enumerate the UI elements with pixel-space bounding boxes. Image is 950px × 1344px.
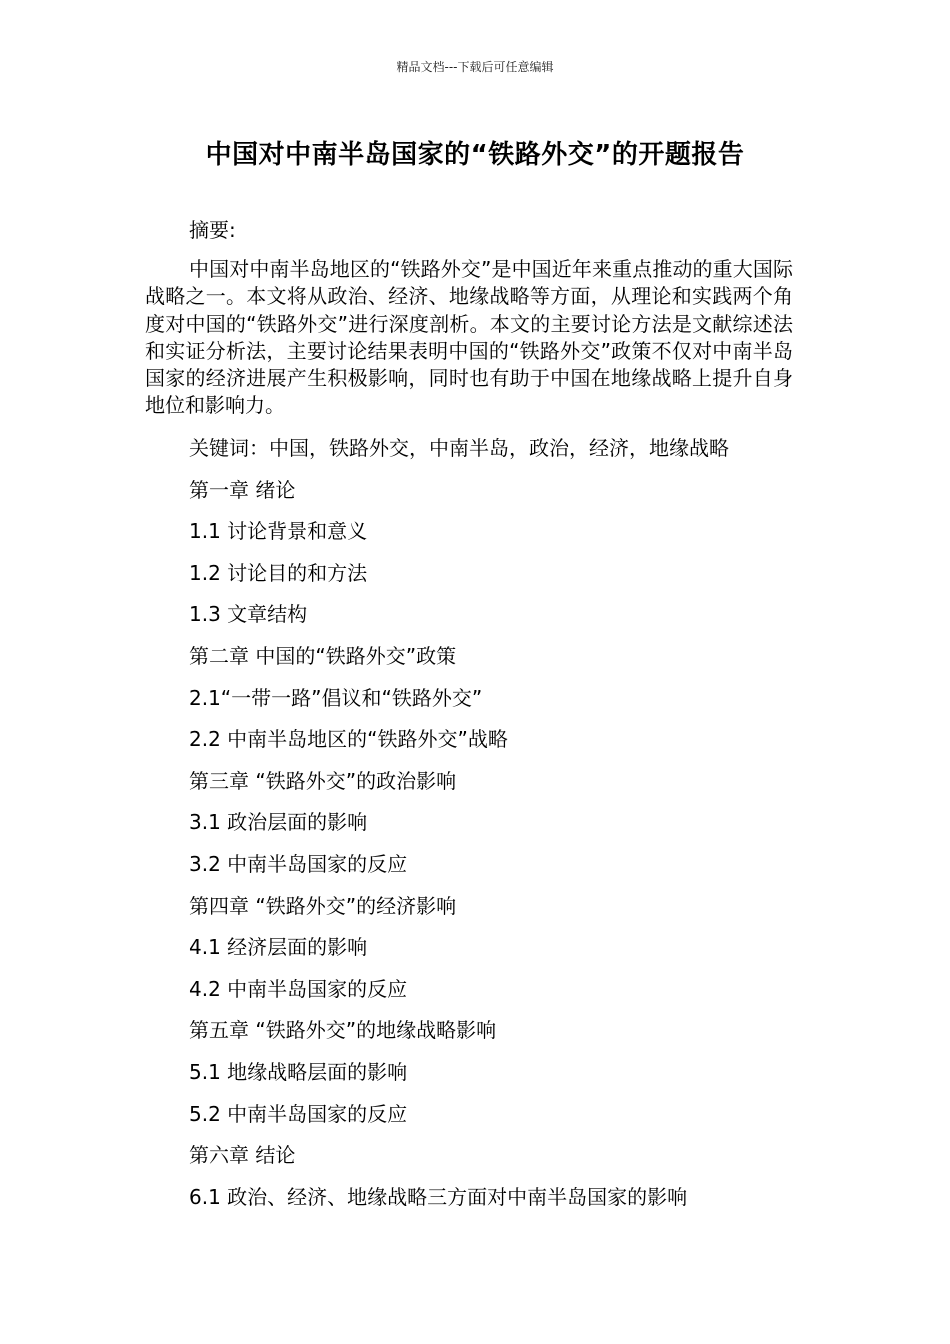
abstract-label: 摘要: bbox=[189, 218, 236, 242]
outline-list bbox=[189, 434, 729, 1224]
chapter-1-heading: 第一章 绪论 bbox=[189, 477, 296, 502]
chapter-3-heading: 第三章 “铁路外交”的政治影响 bbox=[189, 768, 457, 793]
chapter-6-heading: 第六章 结论 bbox=[189, 1143, 296, 1168]
keywords-line: 关键词：中国，铁路外交，中南半岛，政治，经济，地缘战略 bbox=[189, 436, 729, 460]
section-2-1: 2.1“一带一路”倡议和“铁路外交” bbox=[189, 685, 483, 710]
section-2-2: 2.2 中南半岛地区的“铁路外交”战略 bbox=[189, 727, 508, 752]
section-3-1: 3.1 政治层面的影响 bbox=[189, 810, 368, 835]
section-6-1: 6.1 政治、经济、地缘战略三方面对中南半岛国家的影响 bbox=[189, 1184, 688, 1209]
abstract-body: 中国对中南半岛地区的“铁路外交”是中国近年来重点推动的重大国际战略之一。本文将从政治、经济、地缘战略等方面，从理论和实践两个角度对中国的“铁路外交”进行深度剖析。本文的主要讨论方法是文献综述法和实证分析法，主要讨论结果表明中国的“铁路外交”政策不仅对中南半岛国家的经济进展产生积极影响，同时也有助于中国在地缘战略上提升自身地位和影响力。 bbox=[145, 257, 793, 418]
section-5-2: 5.2 中南半岛国家的反应 bbox=[189, 1101, 408, 1126]
section-5-1: 5.1 地缘战略层面的影响 bbox=[189, 1059, 408, 1084]
chapter-4-heading: 第四章 “铁路外交”的经济影响 bbox=[189, 893, 457, 918]
chapter-2-heading: 第二章 中国的“铁路外交”政策 bbox=[189, 643, 457, 668]
header-note: 精品文档---下载后可任意编辑 bbox=[396, 60, 554, 74]
chapter-5-heading: 第五章 “铁路外交”的地缘战略影响 bbox=[189, 1018, 497, 1043]
section-1-3: 1.3 文章结构 bbox=[189, 602, 308, 627]
section-1-1: 1.1 讨论背景和意义 bbox=[189, 519, 368, 544]
section-4-1: 4.1 经济层面的影响 bbox=[189, 935, 368, 960]
document-title: 中国对中南半岛国家的“铁路外交”的开题报告 bbox=[205, 140, 745, 170]
section-3-2: 3.2 中南半岛国家的反应 bbox=[189, 851, 408, 876]
section-1-2: 1.2 讨论目的和方法 bbox=[189, 560, 368, 585]
section-4-2: 4.2 中南半岛国家的反应 bbox=[189, 976, 408, 1001]
